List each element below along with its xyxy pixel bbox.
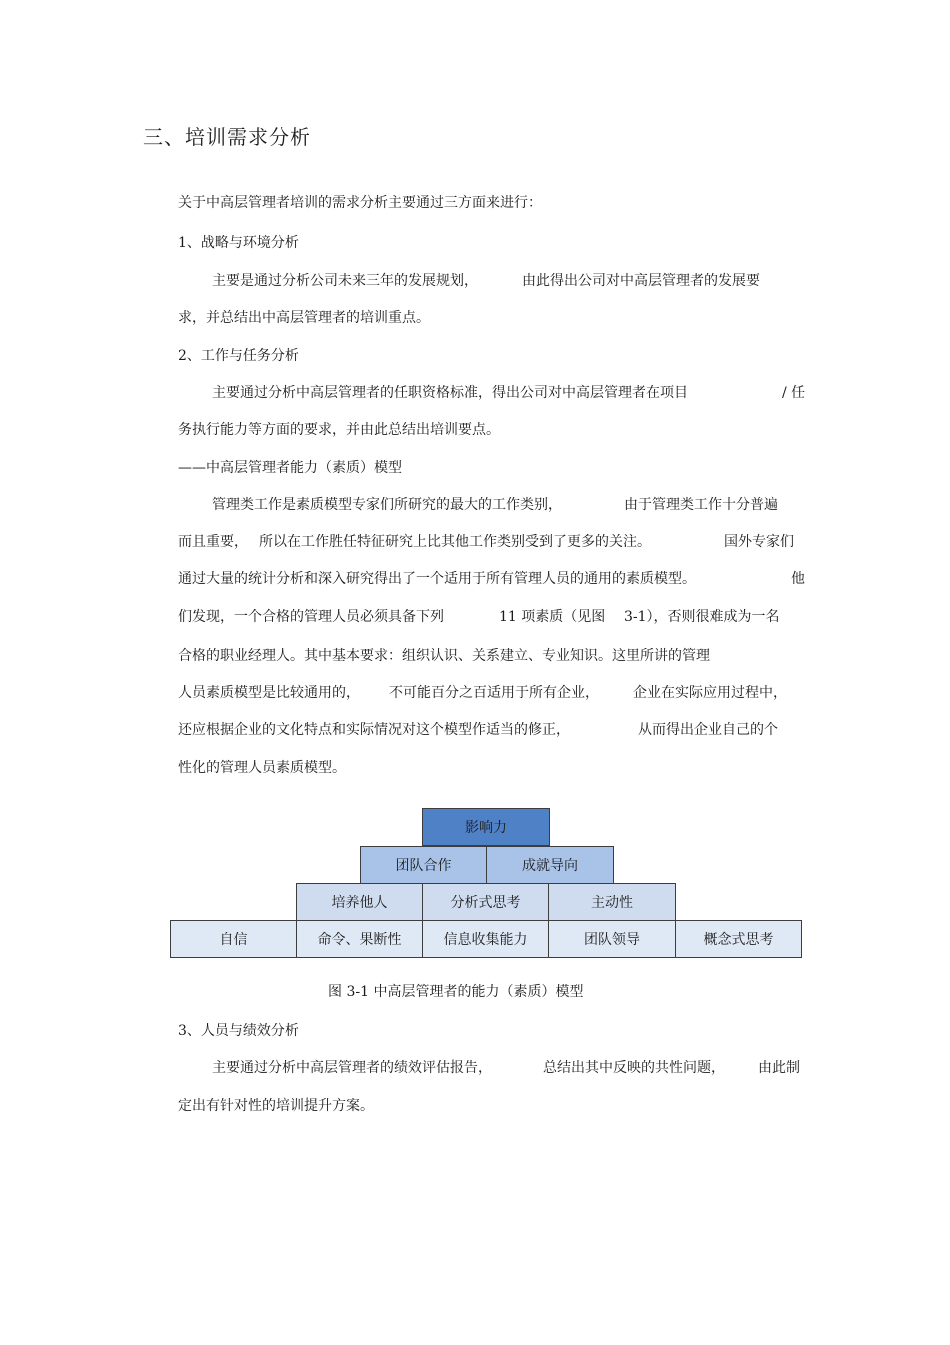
model-text: 11 项素质（见图 [499, 609, 606, 625]
model-text: 由于管理类工作十分普遍 [624, 497, 778, 513]
pyramid-box-level2: 团队合作 [360, 846, 487, 884]
part2-text: 务执行能力等方面的要求，并由此总结出培训要点。 [178, 422, 500, 438]
model-text: 性化的管理人员素质模型。 [178, 760, 346, 776]
model-text: 人员素质模型是比较通用的， [178, 685, 360, 701]
pyramid-box-base: 信息收集能力 [422, 920, 549, 958]
part2-text: 主要通过分析中高层管理者的任职资格标准，得出公司对中高层管理者在项目 [212, 385, 688, 401]
part3-text: 定出有针对性的培训提升方案。 [178, 1098, 374, 1114]
model-subtitle: ——中高层管理者能力（素质）模型 [178, 460, 402, 476]
model-text: 不可能百分之百适用于所有企业， [389, 685, 599, 701]
model-text: 通过大量的统计分析和深入研究得出了一个适用于所有管理人员的通用的素质模型。 [178, 571, 696, 587]
pyramid-box-top: 影响力 [422, 808, 550, 846]
part3-text: 总结出其中反映的共性问题， [543, 1060, 725, 1076]
part3-text: 主要通过分析中高层管理者的绩效评估报告， [212, 1060, 492, 1076]
part3-title: 3、人员与绩效分析 [178, 1023, 299, 1039]
model-text: 国外专家们 [724, 534, 794, 550]
model-text: 还应根据企业的文化特点和实际情况对这个模型作适当的修正， [178, 722, 570, 738]
part1-text: 由此得出公司对中高层管理者的发展要 [522, 273, 760, 289]
model-text: 所以在工作胜任特征研究上比其他工作类别受到了更多的关注。 [259, 534, 651, 550]
model-text: 而且重要， [178, 534, 248, 550]
model-text: 管理类工作是素质模型专家们所研究的最大的工作类别， [212, 497, 562, 513]
pyramid-box-level3: 分析式思考 [422, 883, 549, 921]
model-text: 们发现，一个合格的管理人员必须具备下列 [178, 609, 444, 625]
model-text: 3-1），否则很难成为一名 [624, 609, 780, 625]
model-text: 合格的职业经理人。其中基本要求：组织认识、关系建立、专业知识。这里所讲的管理 [178, 648, 710, 664]
figure-caption: 图 3-1 中高层管理者的能力（素质）模型 [328, 984, 584, 1000]
intro-paragraph: 关于中高层管理者培训的需求分析主要通过三方面来进行： [178, 195, 542, 211]
part1-title: 1、战略与环境分析 [178, 235, 299, 251]
pyramid-box-level3: 主动性 [548, 883, 676, 921]
model-text: 他 [791, 571, 805, 587]
model-text: 从而得出企业自己的个 [638, 722, 778, 738]
part1-text: 求，并总结出中高层管理者的培训重点。 [178, 310, 430, 326]
pyramid-box-base: 命令、果断性 [296, 920, 423, 958]
pyramid-box-base: 自信 [170, 920, 297, 958]
part2-text: / 任 [782, 385, 806, 401]
part3-text: 由此制 [758, 1060, 800, 1076]
part2-title: 2、工作与任务分析 [178, 348, 299, 364]
pyramid-box-base: 团队领导 [548, 920, 676, 958]
part1-text: 主要是通过分析公司未来三年的发展规划， [212, 273, 478, 289]
pyramid-box-level3: 培养他人 [296, 883, 423, 921]
pyramid-box-base: 概念式思考 [675, 920, 802, 958]
model-text: 企业在实际应用过程中， [633, 685, 787, 701]
pyramid-box-level2: 成就导向 [486, 846, 614, 884]
section-title: 三、培训需求分析 [143, 125, 311, 149]
